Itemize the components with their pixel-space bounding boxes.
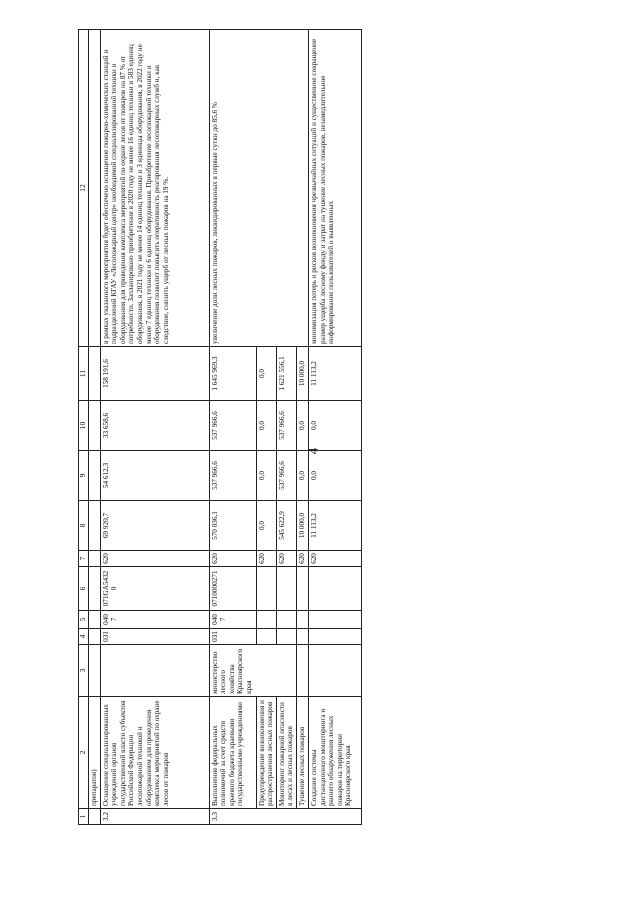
row-executor: министерство лесного хозяйства Красноярского края xyxy=(209,645,296,697)
row-rzpr: 0407 xyxy=(209,611,256,629)
row-name: препаратов) xyxy=(88,697,100,809)
row-y2021: 0,0 xyxy=(256,451,276,501)
row-y2020: 545 622,9 xyxy=(276,501,296,551)
row-y2021: 0,0 xyxy=(296,451,308,501)
col-header: 12 xyxy=(79,30,89,347)
row-y2020: 570 036,1 xyxy=(209,501,256,551)
row-total: 1 645 969,3 xyxy=(209,347,256,401)
row-name: Мониторинг пожарной опасности в лесах и лесных пожаров xyxy=(276,697,296,809)
col-header: 10 xyxy=(79,401,89,451)
program-activities-table xyxy=(78,29,362,825)
row-y2022: 537 966,6 xyxy=(276,401,296,451)
col-header: 6 xyxy=(79,567,89,611)
table-row xyxy=(100,30,209,825)
row-result: в рамках указанного мероприятия будет обеспечено оснащение пожарно-химических станций и подразделений КГАУ «Лесопожарный центр» необходимой специализированной техники и оборудования для проведения комплекса мероприятий по охране лесов от пожаров на 87 % от потребности. Запланировано приобретение в 2020 году не менее 16 единиц техники и 583 единиц оборудования, в 2021 году не менее 14 единиц техники и 3 единицы оборудования, в 2022 году не менее 7 единиц техники и 6 единиц оборудования. Приобретение лесопожарной техники и оборудования позволит повысить оперативность реагирования лесопожарных служб и, как следствие, снизить ущерб от лесных пожаров на 19 %. xyxy=(100,30,209,347)
row-y2022: 0,0 xyxy=(256,401,276,451)
row-name: Создание системы дистанционного мониторинга и раннего обнаружения лесных пожаров на территории Красноярского края xyxy=(308,697,361,809)
row-csr: 0710000271 xyxy=(209,567,256,611)
row-y2021: 537 966,6 xyxy=(276,451,296,501)
col-header: 1 xyxy=(79,809,89,825)
col-header: 5 xyxy=(79,611,89,629)
row-total: 10 000,0 xyxy=(296,347,308,401)
row-executor xyxy=(100,645,209,697)
row-name: Оснащение специализированных учреждений органов государственной власти субъектов Российской Федерации лесопожарной техникой и оборудованием для проведения комплекса мероприятий по охране лесов от пожаров xyxy=(100,697,209,809)
col-header: 8 xyxy=(79,501,89,551)
rotated-table-wrapper xyxy=(78,30,598,825)
row-total: 11 113,2 xyxy=(308,347,361,401)
row-y2022: 33 658,6 xyxy=(100,401,209,451)
row-y2020: 0,0 xyxy=(256,501,276,551)
row-name: Предупреждение возникновения и распространения лесных пожаров xyxy=(256,697,276,809)
row-vr: 620 xyxy=(209,551,256,567)
table-row xyxy=(209,30,256,825)
row-y2021: 54 612,3 xyxy=(100,451,209,501)
row-number: 3.2 xyxy=(100,809,209,825)
row-rzpr: 0407 xyxy=(100,611,209,629)
row-grbs: 031 xyxy=(209,629,256,645)
table-row xyxy=(308,30,361,825)
row-grbs: 031 xyxy=(100,629,209,645)
page-number: 4 xyxy=(305,447,321,455)
row-vr: 620 xyxy=(100,551,209,567)
row-y2020: 10 000,0 xyxy=(296,501,308,551)
row-total: 1 621 556,1 xyxy=(276,347,296,401)
row-name: Выполнение федеральных полномочий за счет средств краевого бюджета краевыми государственными учреждениями xyxy=(209,697,256,809)
table-row xyxy=(88,30,100,825)
row-csr: 071GA54320 xyxy=(100,567,209,611)
col-header: 9 xyxy=(79,451,89,501)
row-y2022: 0,0 xyxy=(308,401,361,451)
row-vr: 620 xyxy=(276,551,296,567)
row-y2021: 0,0 xyxy=(308,451,361,501)
row-vr: 620 xyxy=(296,551,308,567)
col-header: 4 xyxy=(79,629,89,645)
col-header: 2 xyxy=(79,697,89,809)
row-vr: 620 xyxy=(256,551,276,567)
header-row xyxy=(79,30,89,825)
row-number: 3.3 xyxy=(209,809,361,825)
row-y2020: 69 920,7 xyxy=(100,501,209,551)
row-vr: 620 xyxy=(308,551,361,567)
row-result: увеличение доли лесных пожаров, ликвидированных в первые сутки до 85,6 % xyxy=(209,30,308,347)
row-total: 0,0 xyxy=(256,347,276,401)
row-total: 158 191,6 xyxy=(100,347,209,401)
row-y2020: 11 113,2 xyxy=(308,501,361,551)
col-header: 3 xyxy=(79,645,89,697)
row-name: Тушение лесных пожаров xyxy=(296,697,308,809)
col-header: 7 xyxy=(79,551,89,567)
col-header: 11 xyxy=(79,347,89,401)
row-y2022: 537 966,6 xyxy=(209,401,256,451)
row-y2022: 0,0 xyxy=(296,401,308,451)
row-y2021: 537 966,6 xyxy=(209,451,256,501)
row-result: минимизация потерь и рисков возникновения чрезвычайных ситуаций и существенное сокращение размер ущерба лесному фонду и затрат на тушение лесных пожаров, незамедлительное информирование пользователей о выявленных xyxy=(308,30,361,347)
